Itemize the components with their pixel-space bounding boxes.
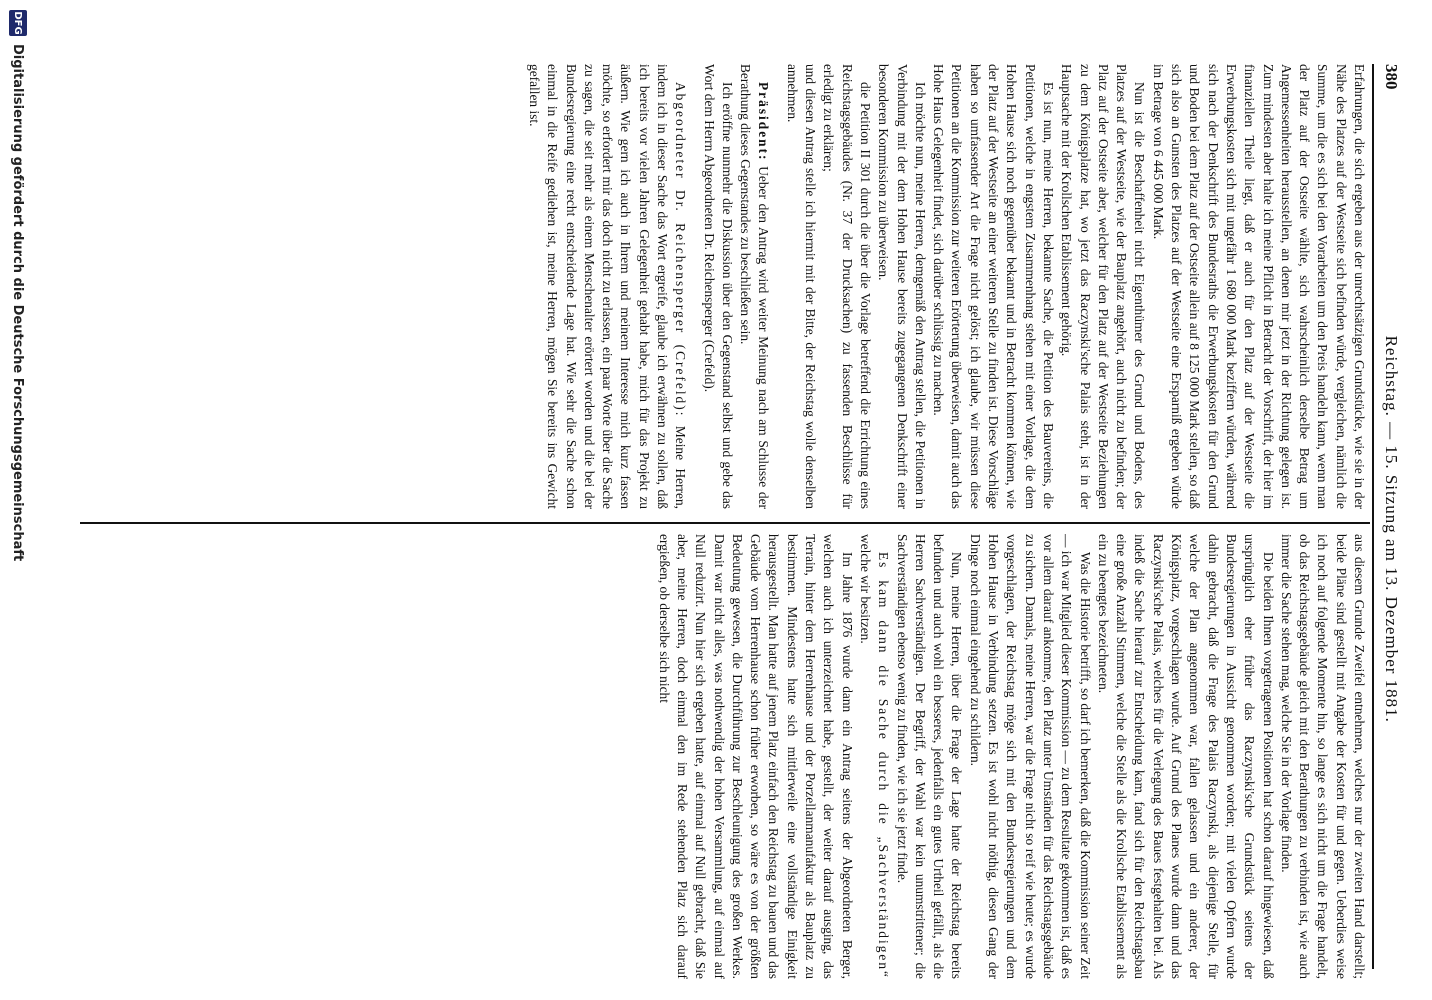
- page-number: 380: [1382, 64, 1401, 90]
- spacer: [689, 64, 699, 509]
- motion-quote: die Petition II 301 durch die über die Vorlage betreffend die Errichtung eines Reichstagsgebäudes (Nr. 37 der Drucksachen) zu fassenden Beschlüsse für erledigt zu erklären;: [821, 64, 873, 509]
- paragraph-tail: welche wir besitzen.: [857, 534, 873, 644]
- emphasis: Es kam dann die Sache durch die „Sachverständigen“: [876, 552, 892, 979]
- speaker-label: Präsident:: [756, 82, 772, 162]
- speaker-label: Abgeordneter Dr. Reichensperger (Crefeld):: [673, 82, 689, 418]
- speech-text: Ueber den Antrag wird weiter Meinung nach am Schlusse der Berathung dieses Gegenstandes zu beschließen sein.: [738, 64, 772, 509]
- speech-text: Meine Herren, indem ich in dieser Sache das Wort ergreife, glaube ich erwähnen zu sollen, daß ich bereits vor vielen Jahren Gelegenheit gehabt habe, mich für das Projekt zu äußern. Wie gern ich auch in Ihrem und meinem Interesse mich kurz fassen möchte, so erfordert mir das doch nicht zu erlassen, ein paar Worte über die Sache zu sagen, die seit mehr als einem Menschenalter erörtert worden und die bei der Bundesregierung eine recht entscheidende Lage hat. Wie sehr die Sache schon einmal in die Reife gediehen ist, meine Herren, mögen Sie bereits ins Gewicht gefallen ist.: [526, 64, 689, 509]
- paragraph: Im Jahre 1876 wurde dann ein Antrag seitens der Abgeordneten Berger, welchen auch ich unterzeichnet habe, gestellt, der weiter darauf ausging, das Terrain, hinter dem Herrenhause und der Porzellanmanufaktur als Bauplatz zu bestimmen. Mindestens hatte sich mittlerweile eine vollständige Einigkeit herausgestellt. Man hatte auf jenem Platz einfach den Reichstag zu bauen und das Gebäude vom Herrenhause schon früher erworben, so wäre es von der größten Bedeutung gewesen, die Durchführung zur Beschleunigung des großen Werkes. Damit war nicht alles, was nothwendig der hohen Versammlung, auf einmal auf Null reduzirt. Nun hier sich ergeben hatte, auf einmal auf Null gebracht, daß Sie aber, meine Herren, doch einmal den im Rede stehenden Platz sich darauf ergießen, ob derselbe sich nicht: [656, 534, 855, 979]
- header-rule: [1372, 64, 1374, 969]
- paragraph: Nun ist die Beschaffenheit nicht Eigenthümer des Grund und Bodens, des Platzes auf der Westseite, wie der Bauplatz angehört, auch nicht zu befinden; der Platz auf der Ostseite aber, welcher für den Platz auf der Westseite Beziehungen zu dem Königsplatze hat, wo jetzt das Raczynski'sche Palais steht, ist in der Hauptsache mit der Krollschen Etablissement gehörig.: [1059, 64, 1148, 509]
- paragraph: Erfahrungen, die sich ergeben aus der unrechtsätzigen Grundstücke, wie sie in der Nähe des Platzes auf der Westseite sich befinden würde, vergleichen, nämlich die Summe, um die es sich bei den Vorarbeiten um den Preis handeln kann, wenn man der Platz auf der Ostseite wählte, sich wahrscheinlich derselbe Betrag um Angemessenheiten herausstellen, an denen mir jetzt in der Richtung gelegen ist. Zum mindesten aber halte ich meine Pflicht in Betracht der Vorschrift, der hier im finanziellen Theile liegt, daß er auch für den Platz auf der Westseite die Erwerbungskosten sich mit ungefähr 1 680 000 Mark beziffern würden, während sich nach der Denkschrift des Bundesraths die Erwerbungskosten für den Grund und Boden bei dem Platz auf der Ostseite allein auf 8 125 000 Mark stellen, so daß sich also an Gunsten des Platzes auf der Westseite eine Ersparniß ergeben würde im Betrage von 6 445 000 Mark.: [1150, 64, 1367, 509]
- paragraph: und diesen Antrag stelle ich hiermit mit der Bitte, der Reichstag wolle denselben annehmen.: [784, 64, 819, 509]
- running-title: Reichstag. — 15. Sitzung am 13. Dezember 1881.: [1382, 335, 1401, 723]
- credit-text: Digitalisierung gefördert durch die Deutsche Forschungsgemeinschaft: [10, 44, 26, 562]
- paragraph: Die beiden Ihnen vorgetragenen Positionen hat schon darauf hingewiesen, daß ursprünglich eher früher das Raczynski'sche Grundstück seitens der Bundesregierungen in Aussicht genommen worden; mit vielen Opfern wurde dahin gebracht, daß die Frage des Palais Raczynski, als diejenige Stelle, für welche der Plan angenommen war, fallen gelassen und ein anderer, der Königsplatz, vorgeschlagen wurde. Auf Grund des Planes wurde dann und das Raczynski'sche Palais, welches für die Verlegung des Baues festgehalten bei. Als indeß die Sache hierauf zur Entscheidung kam, fand sich für den Reichstagsbau eine große Anzahl Stimmen, welche die Stelle als die Krollsche Etablissement als ein zu beengtes bezeichneten.: [1095, 534, 1276, 979]
- paragraph: Was die Historie betrifft, so darf ich bemerken, daß die Kommission seiner Zeit — ich war Mitglied dieser Kommission — zu dem Resultate gekommen ist, daß es vor allem darauf ankomme, den Platz unter Umständen für das Reichstagsgebäude zu sichern. Damals, meine Herren, war die Frage nicht so reif wie heute; es wurde vorgeschlagen, der Reichstag möge sich mit den Bundesregierungen und dem Hohen Hause in Verbindung setzen. Es ist wohl nicht nöthig, diesen Gang der Dinge noch einmal eingehend zu schildern.: [967, 534, 1093, 979]
- right-column: [78, 534, 1368, 979]
- paragraph: Nun, meine Herren, über die Frage der Lage hatte der Reichstag bereits befunden und auch wohl ein besseres, jedenfalls ein gutes Urtheil gefällt, als die Herren Sachverständigen. Der Begriff, der Wahl war kein unumstrittener; die Sachverständigen ebenso wenig zu finden, wie ich sie jetzt finde.: [894, 534, 965, 979]
- paragraph: Es ist nun, meine Herren, bekannte Sache, die Petition des Bauvereins, die Petitionen, welche in engstem Zusammenhang stehen mit einer Vorlage, die dem Hohen Hause sich noch gegenüber bekannt und in Betracht kommen können, wie der Platz auf der Westseite an einer weiteren Stelle zu finden ist. Diese Vorschläge haben so umfassender Art die Frage nicht gelöst; ich glaube, wir müssen diese Petitionen an die Kommission zur weiteren Erörterung überweisen, damit auch das Hohe Haus Gelegenheit findet, sich darüber schlüssig zu machen.: [931, 64, 1056, 509]
- dfg-logo-icon: DFG: [9, 10, 27, 36]
- left-column: [78, 64, 1368, 509]
- column-rule: [80, 522, 1370, 524]
- paragraph: aus diesem Grunde Zweifel entnehmen, welches nur der zweiten Hand darstellt; beide Pläne sind gestellt mit Angabe der Kosten für und gegen. Ueberdies weise ich noch auf folgende Momente hin, so lange es sich nicht um die Frage handelt, ob das Reichstagsgebäude gleich mit den Berathungen zu verbinden ist, wie auch immer die Sache stehen mag, welche Sie in der Vorlage finden.: [1278, 534, 1367, 979]
- page-header: [1378, 64, 1404, 969]
- paragraph: Ich möchte nun, meine Herren, demgemäß den Antrag stellen, die Petitionen in Verbindung mit der dem Hohen Hause bereits zugegangenen Denkschrift einer besonderen Kommission zu überweisen.: [876, 64, 928, 509]
- paragraph: Ich eröffne nunmehr die Diskussion über den Gegenstand selbst und gebe das Wort dem Herrn Abgeordneten Dr. Reichensperger (Crefeld).: [701, 64, 735, 509]
- digitization-credit: [6, 10, 30, 1000]
- spacer: [773, 64, 783, 509]
